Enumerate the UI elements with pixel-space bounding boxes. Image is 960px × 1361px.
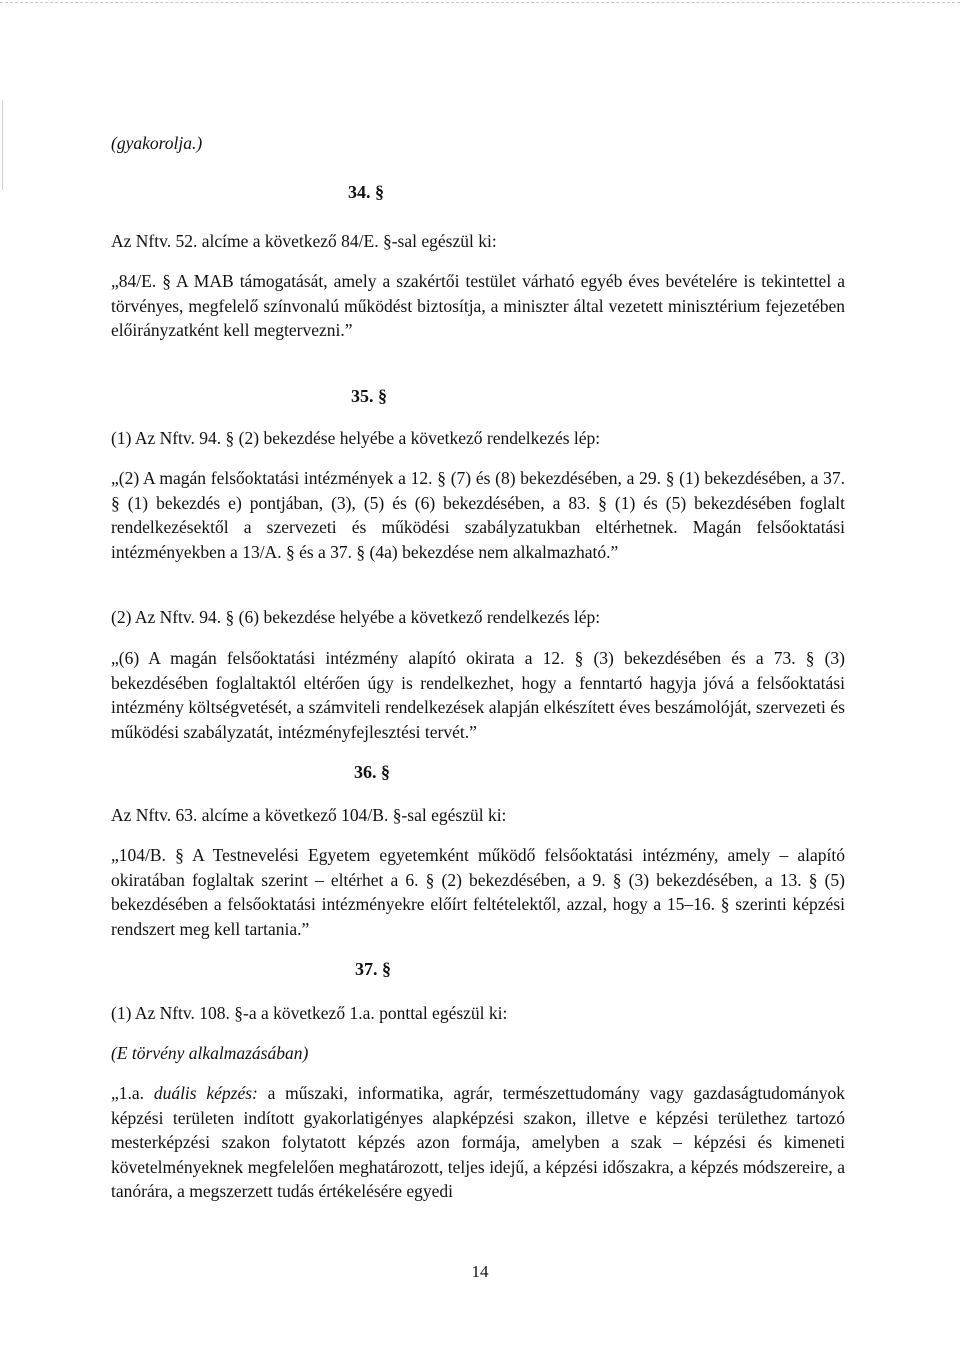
paragraph-36-intro: Az Nftv. 63. alcíme a következő 104/B. §-sal egészül ki:	[111, 805, 507, 825]
section-heading-37: 37. §	[355, 959, 391, 979]
scan-left-mark	[2, 100, 3, 190]
section-heading-34: 34. §	[348, 182, 384, 202]
definition-number: „1.a.	[111, 1083, 154, 1103]
paragraph-35-1-quote: „(2) A magán felsőoktatási intézmények a 12. § (7) és (8) bekezdésében, a 29. § (1) bekezdésében, a 37. § (1) bekezdés e) pontjában, (3), (5) és (6) bekezdésében, a 83. § (1) és (5) bekezdésében foglalt rendelkezésektől a szervezeti és működési szabályzatukban eltérhetnek. Magán felsőoktatási intézményekben a 13/A. § és a 37. § (4a) bekezdése nem alkalmazható.”	[111, 468, 845, 562]
section-heading-36: 36. §	[354, 762, 390, 782]
paragraph-35-1: (1) Az Nftv. 94. § (2) bekezdése helyébe a következő rendelkezés lép:	[111, 428, 601, 448]
paragraph-34-quote: „84/E. § A MAB támogatását, amely a szakértői testület várható egyéb éves bevételére is tekintettel a törvényes, megfelelő színvonalú működést biztosítja, a miniszter által vezetett minisztérium fejezetében előirányzatként kell megtervezni.”	[111, 271, 845, 340]
paragraph-37-context: (E törvény alkalmazásában)	[111, 1043, 309, 1063]
paragraph-36-quote: „104/B. § A Testnevelési Egyetem egyetemként működő felsőoktatási intézmény, amely – alapító okiratában foglaltak szerint – eltérhet a 6. § (2) bekezdésében, a 9. § (3) bekezdésében, a 13. § (5) bekezdésében a felsőoktatási intézményekre előírt feltételektől, azzal, hogy a 15–16. § szerinti képzési rendszert meg kell tartania.”	[111, 845, 845, 939]
page-number: 14	[471, 1262, 489, 1281]
continuation-text: (gyakorolja.)	[111, 133, 203, 153]
paragraph-35-2-quote: „(6) A magán felsőoktatási intézmény alapító okirata a 12. § (3) bekezdésében és a 73. § (3) bekezdésében foglaltaktól eltérően úgy is rendelkezhet, hogy a fenntartó hagyja jóvá a felsőoktatási intézmény költségvetését, a számviteli rendelkezések alapján elkészített éves beszámolóját, szervezeti és működési szabályzatát, intézményfejlesztési tervét.”	[111, 648, 845, 742]
paragraph-34-intro: Az Nftv. 52. alcíme a következő 84/E. §-sal egészül ki:	[111, 231, 497, 251]
paragraph-35-2: (2) Az Nftv. 94. § (6) bekezdése helyébe a következő rendelkezés lép:	[111, 607, 601, 627]
scan-top-edge	[0, 2, 960, 3]
defined-term: duális képzés:	[153, 1083, 258, 1103]
definition-text: a műszaki, informatika, agrár, természettudomány vagy gazdaságtudományok képzési területen indított gyakorlatigényes alapképzési szakon, illetve e képzési területhez tartozó mesterképzési szakon folytatott képzés azon formája, amelyben a szak – képzési és kimeneti követelményeknek megfelelően meghatározott, teljes idejű, a képzési időszakra, a képzés módszereire, a tanórára, a megszerzett tudás értékelésére egyedi	[111, 1083, 845, 1201]
paragraph-37-definition	[111, 1081, 845, 1204]
section-heading-35: 35. §	[351, 386, 387, 406]
paragraph-37-1: (1) Az Nftv. 108. §-a a következő 1.a. ponttal egészül ki:	[111, 1003, 508, 1023]
